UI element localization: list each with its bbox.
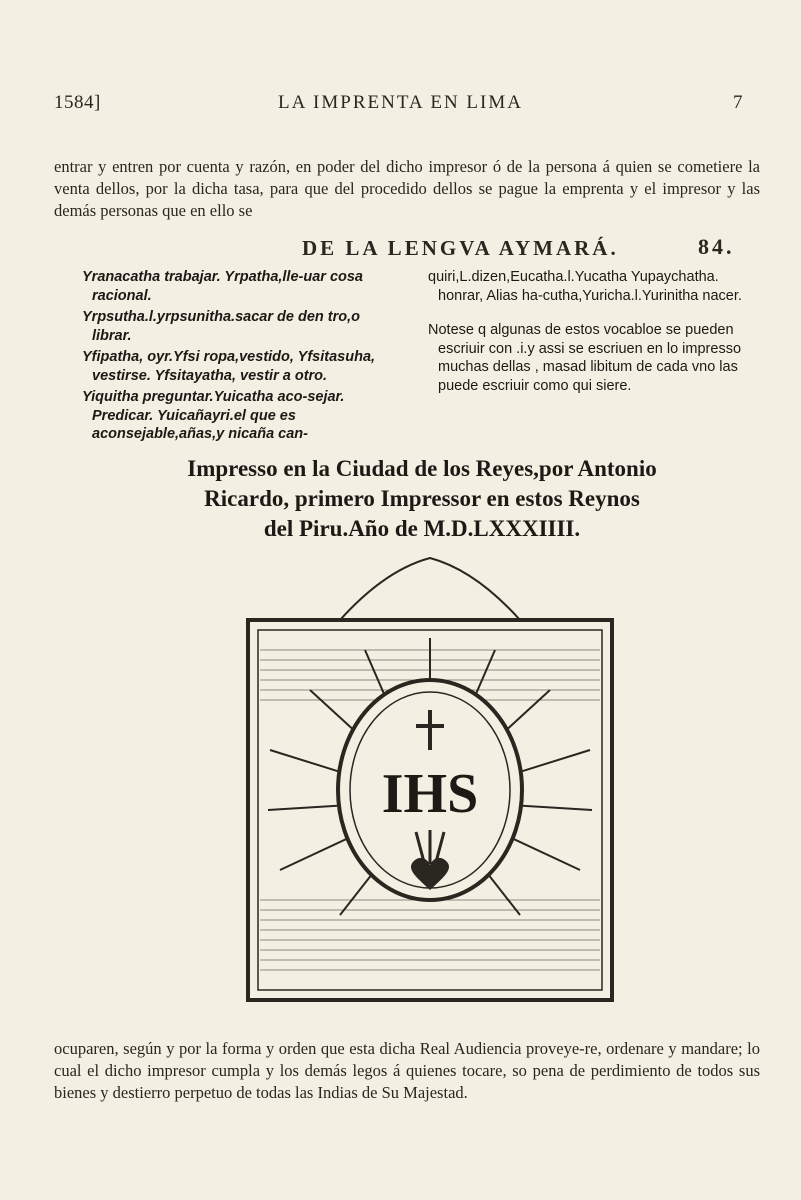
colophon-line: Ricardo, primero Impressor en estos Reynos	[204, 486, 640, 511]
vocab-entry: Yranacatha trabajar. Yrpatha,lle-uar cosa racional.	[82, 269, 364, 304]
running-head-title: LA IMPRENTA EN LIMA	[278, 92, 523, 113]
printers-device-woodcut	[220, 550, 640, 1010]
vocab-entry: quiri,L.dizen,Eucatha.l.Yucatha Yupaychatha. honrar, Alias ha-cutha,Yuricha.l.Yurinitha nacer.	[428, 269, 742, 304]
device-monogram: IHS	[381, 763, 479, 825]
paragraph-bottom: ocuparen, según y por la forma y orden que esta dicha Real Audiencia proveye-re, ordenare y mandare; lo cual el dicho impresor cumpla y los demás legos á quienes tocare, so pena de perdimiento de todos sus bienes y destierro perpetuo de todas las Indias de Su Majestad.	[54, 1039, 760, 1102]
facsimile-page	[72, 232, 772, 1022]
facsimile-left-column	[82, 268, 402, 447]
running-head-page-ref: 1584]	[54, 92, 101, 113]
colophon-line: Impresso en la Ciudad de los Reyes,por Antonio	[187, 456, 657, 481]
colophon	[72, 454, 772, 544]
facsimile-heading-row	[72, 232, 772, 262]
colophon-line: del Piru.Año de M.D.LXXXIIII.	[263, 516, 581, 541]
vocab-entry: Yrpsutha.l.yrpsunitha.sacar de den tro,o librar.	[82, 309, 360, 344]
facsimile-leaf-number: 84.	[698, 234, 735, 259]
facsimile-right-column	[428, 268, 744, 398]
note-entry: Notese q algunas de estos vocabloe se pueden escriuir con .i.y assi se escriuen en lo impresso muchas dellas , masad libitum de cada vno las puede escriuir como qui siere.	[428, 322, 742, 394]
paragraph-top: entrar y entren por cuenta y razón, en poder del dicho impresor ó de la persona á quien se cometiere la venta dellos, por la dicha tasa, para que del procedido dellos se pague la emprenta y el impresor y las demás personas que en ello se	[54, 157, 760, 220]
device-crest	[340, 558, 520, 620]
vocab-entry: Yfipatha, oyr.Yfsi ropa,vestido, Yfsitasuha, vestirse. Yfsitayatha, vestir a otro.	[82, 349, 376, 384]
page-number: 7	[733, 92, 743, 113]
facsimile-heading: DE LA LENGVA AYMARÁ.	[302, 236, 619, 260]
vocab-entry: Yiquitha preguntar.Yuicatha aco-sejar. Predicar. Yuicañayri.el que es aconsejable,añas,y nicaña can-	[82, 389, 345, 442]
